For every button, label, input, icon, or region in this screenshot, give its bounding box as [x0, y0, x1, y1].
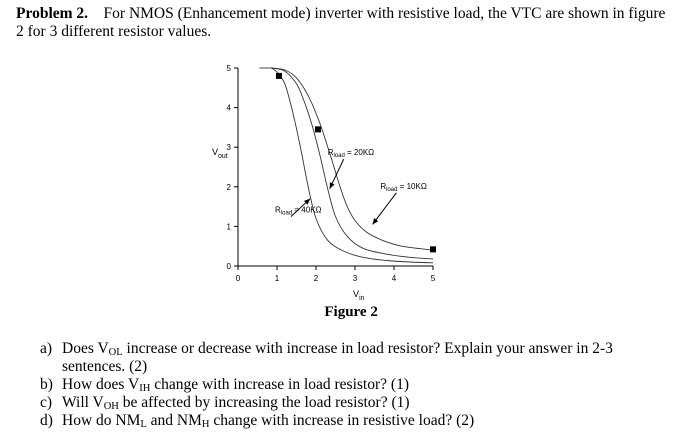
- x-tick-label-4: 4: [391, 274, 397, 283]
- question-b-text-1: How does V: [62, 376, 140, 393]
- question-a-text-1: Does V: [62, 340, 109, 357]
- chart-axis-labels: [212, 147, 378, 320]
- question-d-text-3: change with increase in resistive load? (2): [209, 412, 475, 429]
- data-marker-2: [430, 246, 436, 252]
- vtc-chart: [200, 58, 460, 318]
- chart-axes: [227, 64, 436, 283]
- question-b: [40, 376, 665, 394]
- question-c-text-2: be affected by increasing the load resistor? (1): [118, 394, 410, 411]
- x-tick-label-0: 0: [235, 274, 241, 283]
- y-tick-label-3: 3: [226, 143, 231, 153]
- question-a: [40, 340, 665, 376]
- x-tick-label-1: 1: [274, 274, 280, 283]
- question-c-label: c): [40, 394, 53, 411]
- question-b-sub-1: IH: [139, 383, 151, 394]
- annotation-arrowhead-1: [373, 218, 379, 224]
- y-tick-label-4: 4: [226, 103, 231, 113]
- y-tick-label-1: 1: [226, 222, 231, 232]
- question-d-text-1: How do NM: [62, 412, 141, 429]
- problem-label: Problem 2.: [16, 5, 89, 22]
- vtc-curve-0: [271, 68, 433, 263]
- question-list: [40, 340, 665, 430]
- x-tick-label-5: 5: [430, 274, 436, 283]
- question-a-sub-1: OL: [108, 347, 123, 358]
- annotation-label-0: $R_{load} = 20K\Omega$: [327, 148, 375, 160]
- question-b-text-2: change with increase in load resistor? (1): [150, 376, 409, 393]
- chart-curves: [259, 68, 433, 263]
- y-tick-label-0: 0: [226, 262, 231, 271]
- data-marker-1: [315, 126, 321, 132]
- y-axis-label: $V_{out}$: [212, 147, 228, 161]
- y-tick-label-2: 2: [226, 182, 231, 192]
- chart-annotations: [275, 148, 427, 224]
- vtc-curve-2: [271, 68, 433, 250]
- problem-statement: [16, 5, 666, 41]
- question-c-text-1: Will V: [62, 394, 104, 411]
- x-axis-label: $V_{in}$: [353, 289, 365, 302]
- chart-markers: [276, 73, 436, 252]
- x-tick-label-3: 3: [352, 274, 358, 283]
- x-tick-label-2: 2: [313, 274, 319, 283]
- question-a-label: a): [40, 340, 53, 357]
- question-b-label: b): [40, 376, 53, 393]
- vtc-curve-1: [271, 68, 433, 259]
- figure-caption: Figure 2: [324, 304, 378, 320]
- question-c: [40, 394, 665, 412]
- question-d-sub-1: L: [140, 419, 147, 430]
- question-d-sub-2: H: [201, 419, 210, 430]
- annotation-label-2: $R_{load} = 40K\Omega$: [275, 205, 322, 217]
- annotation-label-1: $R_{load} = 10K\Omega$: [380, 181, 427, 193]
- question-d-text-2: and NM: [146, 412, 202, 429]
- question-c-sub-1: OH: [103, 401, 119, 412]
- question-d: [40, 412, 665, 430]
- question-d-label: d): [40, 412, 53, 429]
- y-tick-label-5: 5: [226, 64, 231, 73]
- data-marker-0: [276, 73, 282, 79]
- problem-text: For NMOS (Enhancement mode) inverter with resistive load, the VTC are shown in figure 2 for 3 different resistor values.: [16, 5, 666, 40]
- question-a-text-2: increase or decrease with increase in load resistor? Explain your answer in 2-3 sentences. (2): [62, 340, 613, 375]
